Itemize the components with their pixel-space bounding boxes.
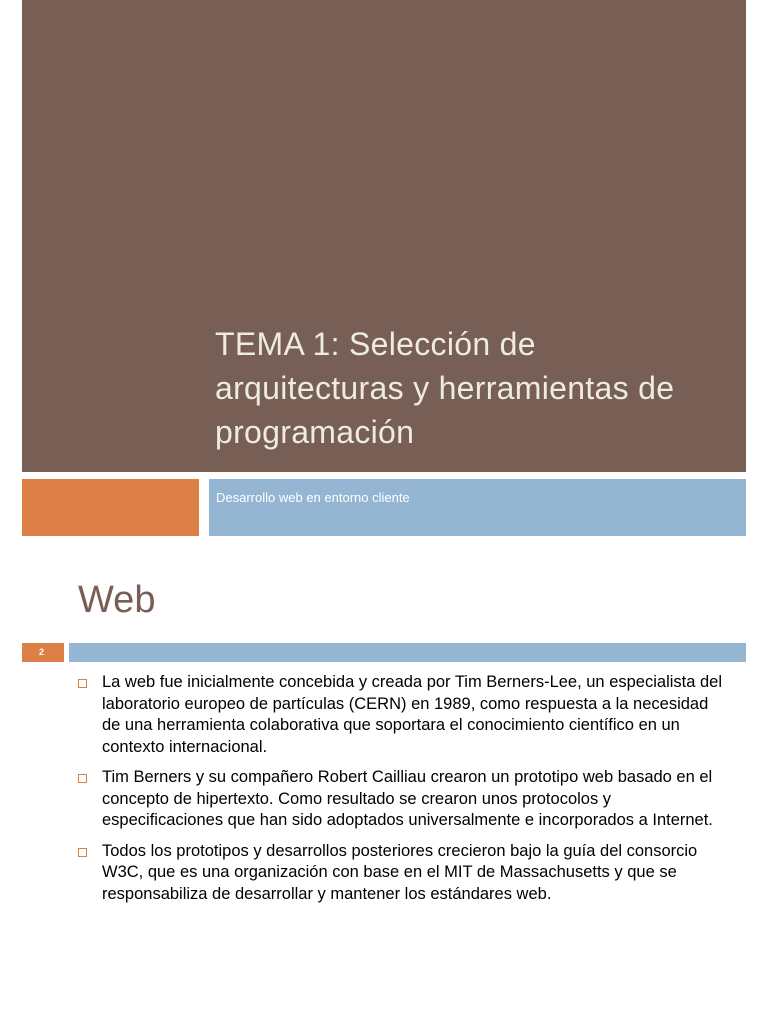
bullet-list bbox=[78, 672, 728, 914]
square-bullet-icon bbox=[78, 679, 87, 688]
slide-subtitle: Desarrollo web en entorno cliente bbox=[216, 490, 410, 505]
list-item bbox=[78, 672, 728, 758]
slide-number: 2 bbox=[22, 643, 64, 662]
square-bullet-icon bbox=[78, 774, 87, 783]
list-item bbox=[78, 841, 728, 906]
bullet-text: La web fue inicialmente concebida y creada por Tim Berners-Lee, un especialista del laboratorio europeo de partículas (CERN) en 1989, como respuesta a la necesidad de una herramienta colaborativa que soportara el conocimiento científico en un contexto internacional. bbox=[102, 673, 723, 756]
header-bar bbox=[69, 643, 746, 662]
bullet-text: Todos los prototipos y desarrollos posteriores crecieron bajo la guía del consorcio W3C, que es una organización con base en el MIT de Massachusetts y que se responsabiliza de desarrollar y mantener los estándares web. bbox=[102, 841, 698, 903]
bullet-text: Tim Berners y su compañero Robert Cailliau crearon un prototipo web basado en el concepto de hipertexto. Como resultado se crearon unos protocolos y especificaciones que han sido adoptados universalmente e incorporados a Internet. bbox=[102, 768, 713, 829]
accent-block-orange bbox=[22, 479, 199, 536]
slide-title: TEMA 1: Selección de arquitecturas y herramientas de programación bbox=[215, 326, 675, 450]
section-title: Web bbox=[78, 579, 156, 621]
list-item bbox=[78, 767, 728, 832]
subtitle-bar bbox=[209, 479, 746, 536]
square-bullet-icon bbox=[78, 848, 87, 857]
